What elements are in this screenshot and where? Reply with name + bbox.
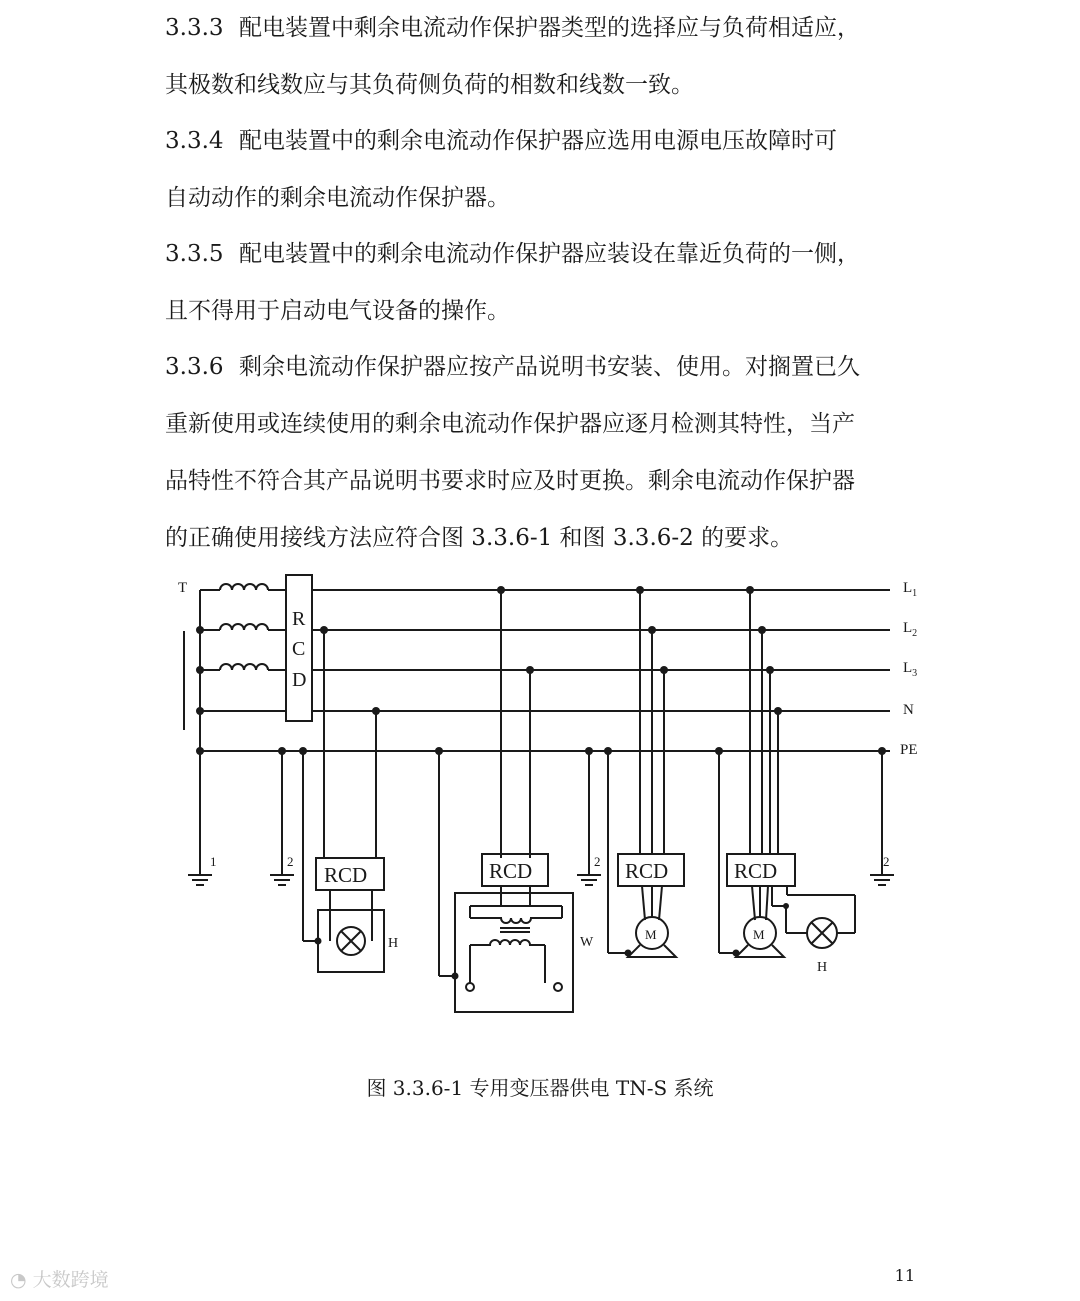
welder-terminal-left — [466, 983, 474, 991]
rcd-label-2: RCD — [489, 859, 533, 883]
clause-line: 品特性不符合其产品说明书要求时应及时更换。剩余电流动作保护器 — [165, 468, 855, 494]
rcd-label-4: RCD — [734, 859, 778, 883]
transformer-label: T — [178, 580, 188, 596]
clause-line: 配电装置中的剩余电流动作保护器应选用电源电压故障时可 — [239, 128, 837, 154]
clause-number: 3.3.5 — [165, 241, 224, 267]
clause-number: 3.3.4 — [165, 128, 224, 154]
clause-line: 其极数和线数应与其负荷侧负荷的相数和线数一致。 — [165, 72, 694, 98]
motor-2-base — [736, 945, 784, 957]
rcd-label-1: RCD — [324, 863, 368, 887]
earth-symbol-2-right — [870, 875, 894, 885]
main-rcd-letter-c: C — [292, 638, 306, 660]
clause-line: 配电装置中的剩余电流动作保护器应装设在靠近负荷的一侧， — [239, 241, 860, 267]
clause-number: 3.3.3 — [165, 15, 224, 41]
clause-3-3-5 — [165, 226, 925, 340]
clause-3-3-6 — [165, 339, 925, 567]
label-welder: W — [580, 935, 594, 950]
clause-line: 且不得用于启动电气设备的操作。 — [165, 298, 510, 324]
figure-caption: 图 3.3.6-1 专用变压器供电 TN-S 系统 — [366, 1076, 714, 1100]
motor-1-label: M — [645, 927, 657, 942]
welder-primary-coil — [470, 918, 562, 923]
clause-3-3-3 — [165, 0, 925, 114]
clause-line: 的正确使用接线方法应符合图 3.3.6-1 和图 3.3.6-2 的要求。 — [165, 525, 794, 551]
tn-s-wiring-diagram — [0, 570, 1080, 1030]
label-lamp-2: H — [817, 960, 828, 975]
page-number: 11 — [894, 1266, 915, 1285]
label-l3: $L_3$ — [903, 660, 918, 679]
watermark — [10, 1265, 109, 1292]
label-lamp-1: H — [388, 936, 399, 951]
rcd-label-3: RCD — [625, 859, 669, 883]
earth-symbol-1 — [188, 875, 212, 885]
main-rcd-letter-r: R — [292, 608, 306, 630]
motor-2-label: M — [753, 927, 765, 942]
transformer-coil-2 — [220, 624, 268, 630]
welder-terminal-right — [554, 983, 562, 991]
label-l2: $L_2$ — [903, 620, 918, 639]
clause-3-3-4 — [165, 113, 925, 227]
clause-line: 重新使用或连续使用的剩余电流动作保护器应逐月检测其特性，当产 — [165, 411, 855, 437]
welder-secondary-coil — [470, 940, 545, 945]
motor-1-base — [628, 945, 676, 957]
welder-enclosure — [455, 893, 573, 1012]
clause-line: 剩余电流动作保护器应按产品说明书安装、使用。对搁置已久 — [239, 354, 860, 380]
label-n: N — [903, 702, 914, 718]
earth-label-2-right: 2 — [883, 854, 890, 869]
transformer-coil-1 — [220, 584, 268, 590]
label-l1: $L_1$ — [903, 580, 918, 599]
transformer-coil-3 — [220, 664, 268, 670]
clause-line: 配电装置中剩余电流动作保护器类型的选择应与负荷相适应， — [239, 15, 860, 41]
watermark-logo-icon: ◔ — [10, 1269, 33, 1291]
earth-label-1: 1 — [210, 854, 217, 869]
earth-symbol-2-middle — [577, 875, 601, 885]
clause-number: 3.3.6 — [165, 354, 224, 380]
main-rcd-letter-d: D — [292, 669, 307, 691]
earth-label-2-left: 2 — [287, 854, 294, 869]
label-pe: PE — [900, 742, 918, 758]
earth-label-2-middle: 2 — [594, 854, 601, 869]
watermark-text: 大数跨境 — [32, 1269, 109, 1291]
earth-symbol-2-left — [270, 875, 294, 885]
clause-line: 自动动作的剩余电流动作保护器。 — [165, 185, 510, 211]
